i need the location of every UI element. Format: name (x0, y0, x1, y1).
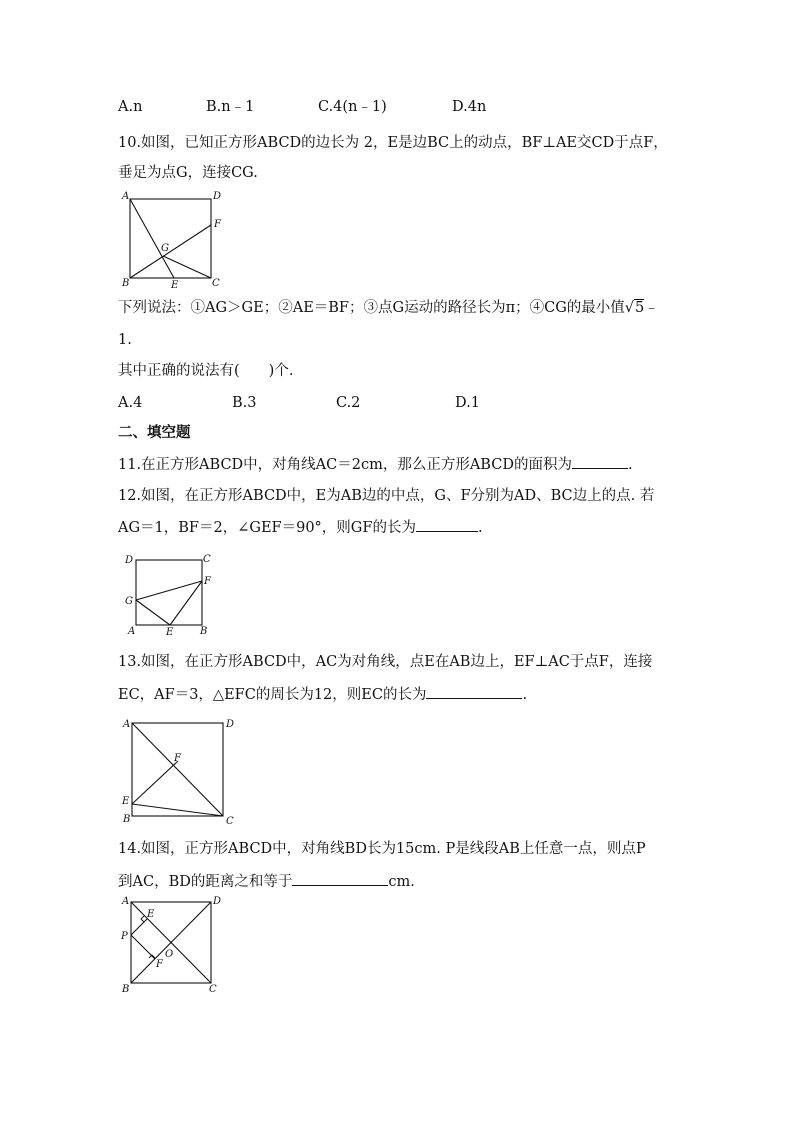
q13-label-d: D (226, 719, 235, 730)
q12-label-a: A (128, 626, 136, 637)
q12-line2 (118, 517, 483, 538)
q14-label-c: C (209, 984, 217, 995)
q14-label-o: O (165, 949, 174, 960)
q14-label-d: D (213, 896, 222, 907)
q13-line-ac (132, 723, 223, 816)
q10-line-bf (130, 225, 211, 278)
q14-line-pe (131, 919, 147, 935)
q10-label-d: D (213, 191, 222, 202)
q10-option-d: D.1 (455, 395, 480, 411)
q13-label-e: E (122, 796, 130, 807)
q10-square (130, 199, 211, 278)
q10-figure (118, 190, 228, 290)
q9-option-a: A.n (118, 99, 143, 115)
q13-label-b: B (123, 814, 131, 825)
q12-square (136, 560, 202, 625)
q13-line1: 13.如图，在正方形ABCD中，AC为对角线，点E在AB边上，EF⊥AC于点F，连接 (118, 654, 653, 670)
q12-line2-end: . (477, 520, 483, 536)
q10-label-f: F (214, 219, 221, 230)
q14-label-p: P (121, 931, 128, 942)
q10-sqrt (625, 298, 644, 318)
q11-text: 11.在正方形ABCD中，对角线AC＝2cm，那么正方形ABCD的面积为 (118, 457, 572, 473)
q12-label-d: D (125, 555, 134, 566)
q9-option-b: B.n﹣1 (206, 99, 255, 115)
q13-line-ec (132, 804, 223, 816)
q13-label-a: A (123, 719, 131, 730)
q10-label-g: G (161, 243, 169, 254)
q10-statements-pre: 下列说法：①AG＞GE；②AE＝BF；③点G运动的路径长为 (118, 300, 506, 316)
q10-line4: 1. (118, 332, 132, 348)
q12-line2-text: AG＝1，BF＝2，∠GEF＝90°，则GF的长为 (118, 520, 416, 536)
q10-sqrt-arg: 5 (635, 300, 645, 316)
q10-option-b: B.3 (232, 395, 257, 411)
q11-line (118, 454, 633, 475)
q14-line2 (118, 871, 415, 892)
q14-label-a: A (122, 896, 130, 907)
q10-statements-post: ﹣ (644, 300, 659, 316)
q10-statements (118, 298, 659, 318)
q11-answer-blank[interactable] (572, 454, 628, 469)
q10-line5: 其中正确的说法有( )个. (118, 363, 294, 379)
q14-label-f: F (156, 959, 163, 970)
q13-line2-text: EC，AF＝3，△EFC的周长为12，则EC的长为 (118, 687, 427, 703)
q10-line-gc (163, 256, 211, 278)
section-title: 二、填空题 (118, 424, 191, 441)
q14-line2-text: 到AC，BD的距离之和等于 (118, 874, 293, 890)
q12-label-f: F (204, 576, 211, 587)
q12-line-ef (170, 581, 202, 625)
q13-line-ef (132, 761, 178, 804)
q12-label-e: E (166, 627, 174, 638)
q13-line2 (118, 684, 527, 705)
q12-line-ge (136, 600, 170, 625)
q10-label-b: B (122, 278, 130, 289)
q12-answer-blank[interactable] (416, 517, 478, 532)
q9-option-c: C.4(n﹣1) (318, 99, 387, 115)
q10-sqrt-sign: √ (624, 300, 635, 316)
q10-option-a: A.4 (118, 395, 143, 411)
q14-answer-blank[interactable] (292, 871, 388, 886)
q10-line-ae (130, 199, 174, 278)
q10-statements-mid: ；④CG的最小值 (515, 300, 625, 316)
q10-option-c: C.2 (336, 395, 361, 411)
q14-right-angle-e (141, 916, 144, 922)
q14-figure (118, 894, 228, 999)
q12-line1: 12.如图，在正方形ABCD中，E为AB边的中点，G、F分别为AD、BC边上的点. 若 (118, 488, 655, 504)
q11-end: . (627, 457, 633, 473)
q12-line-gf (136, 581, 202, 600)
q14-line2-end: cm. (388, 874, 415, 890)
q12-label-b: B (200, 626, 208, 637)
q13-answer-blank[interactable] (426, 684, 522, 699)
q13-label-c: C (226, 816, 234, 827)
q14-label-e: E (147, 909, 155, 920)
q13-label-f: F (174, 753, 181, 764)
q10-label-e: E (171, 280, 179, 291)
q10-label-c: C (212, 278, 220, 289)
q14-label-b: B (122, 984, 130, 995)
q10-label-a: A (122, 191, 130, 202)
q13-line2-end: . (522, 687, 528, 703)
q12-label-c: C (203, 554, 211, 565)
q10-line2: 垂足为点G，连接CG. (118, 165, 258, 181)
q13-figure (118, 712, 243, 827)
q12-label-g: G (125, 596, 133, 607)
q10-pi: π (505, 300, 516, 316)
q10-line1: 10.如图，已知正方形ABCD的边长为 2，E是边BC上的动点，BF⊥AE交CD于点F， (118, 135, 668, 151)
q14-line1: 14.如图，正方形ABCD中，对角线BD长为15cm. P是线段AB上任意一点，则点P (118, 841, 646, 857)
q9-option-d: D.4n (452, 99, 487, 115)
q12-figure (118, 550, 218, 640)
